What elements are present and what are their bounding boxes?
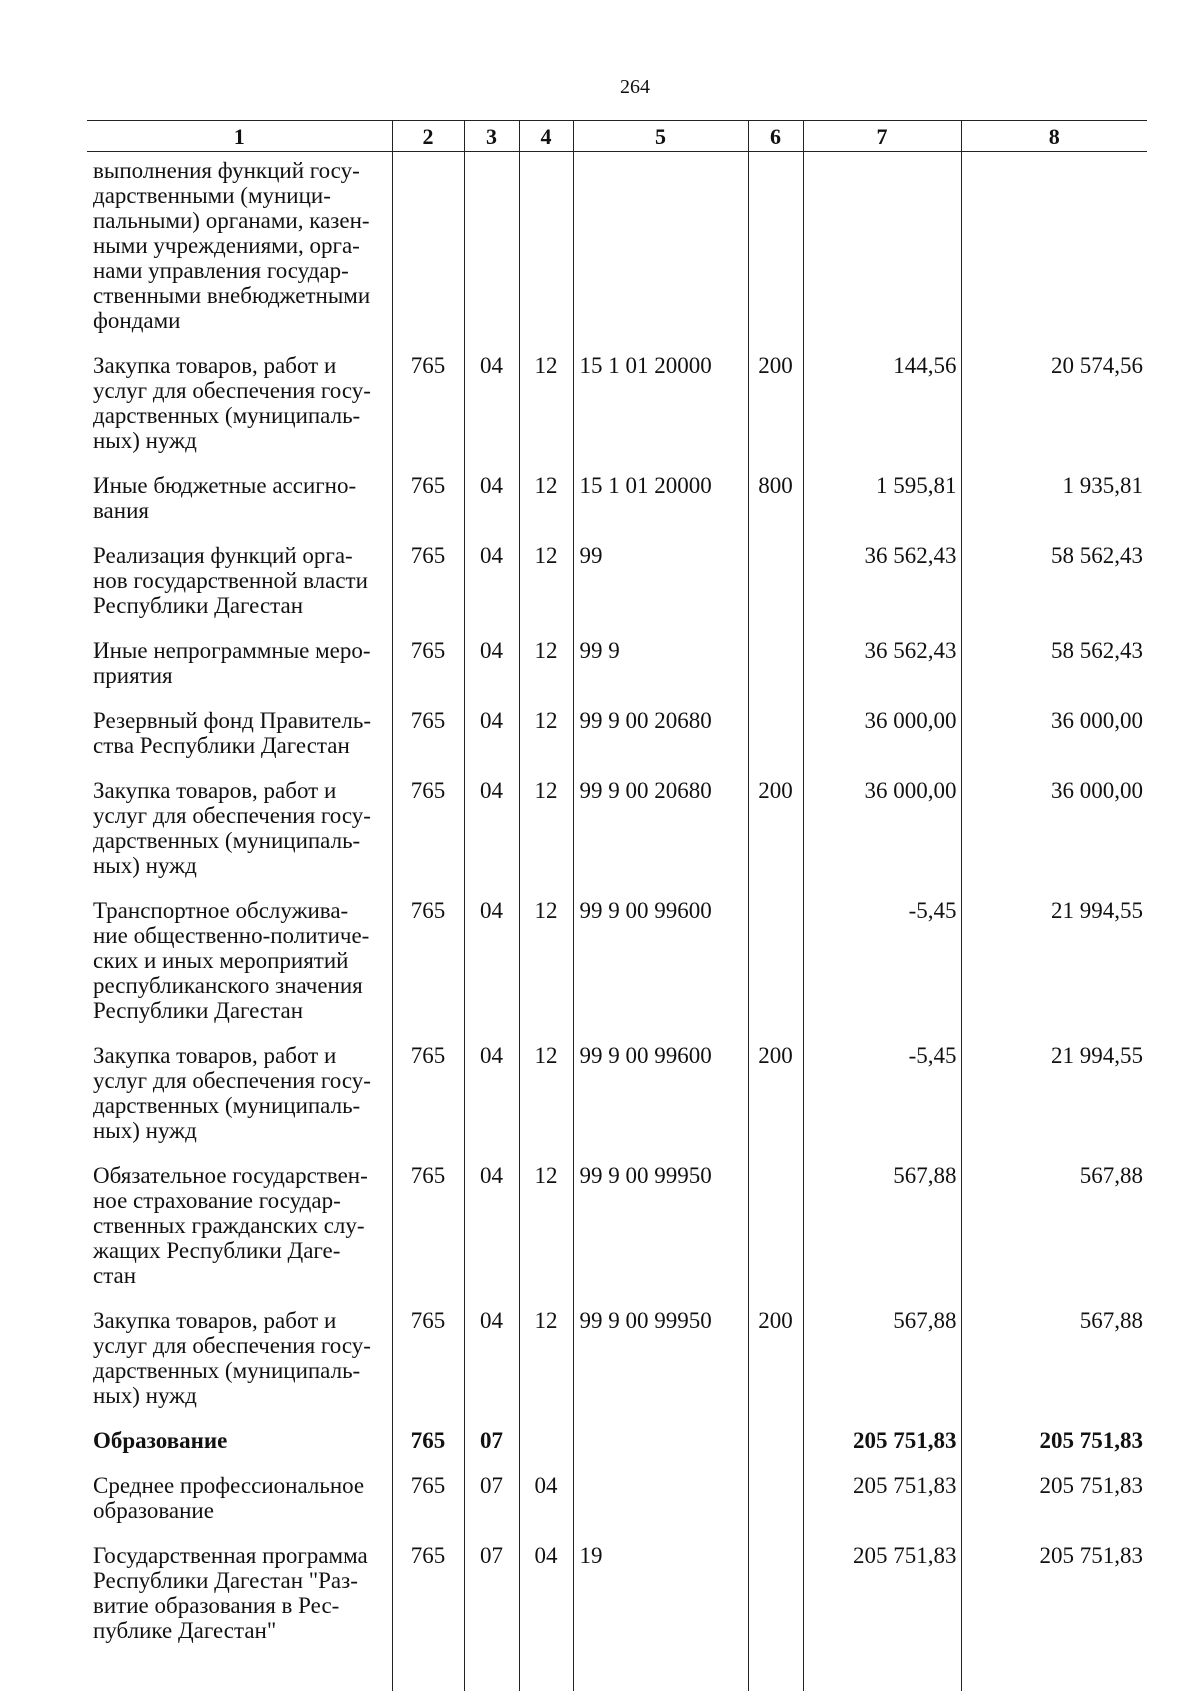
row-col6-cell	[748, 543, 803, 638]
row-col5-cell	[573, 1428, 748, 1473]
row-col2-text: 765	[410, 1163, 446, 1188]
row-col5-cell	[573, 1308, 748, 1428]
row-col8-cell	[961, 152, 1147, 354]
row-col4-text: 12	[534, 473, 558, 498]
row-col7-text: 1 595,81	[876, 473, 957, 498]
row-col2-text: 765	[410, 1428, 446, 1453]
table-row	[87, 1473, 1147, 1543]
row-col4-cell	[519, 898, 573, 1043]
table-body	[87, 152, 1147, 1692]
row-col3-text: 04	[480, 898, 503, 923]
row-col4-text: 04	[534, 1543, 558, 1568]
row-col5-text: 15 1 01 20000	[579, 353, 712, 378]
row-col3-cell	[464, 473, 519, 543]
row-col2-cell	[392, 473, 464, 543]
row-col7-cell	[803, 1308, 961, 1428]
row-col6-cell	[748, 1163, 803, 1308]
row-col8-text: 36 000,00	[1051, 778, 1143, 803]
header-col-1: 1	[87, 121, 392, 152]
row-col8-text: 567,88	[1079, 1308, 1143, 1333]
row-col5-cell	[573, 898, 748, 1043]
row-col2-text: 765	[410, 638, 446, 663]
row-col2-cell	[392, 1043, 464, 1163]
row-col5-text: 99 9 00 99950	[579, 1308, 712, 1333]
row-col7-text: 567,88	[893, 1308, 957, 1333]
row-col7-text: 36 000,00	[864, 778, 957, 803]
row-col2-cell	[392, 638, 464, 708]
row-col3-text: 04	[480, 353, 503, 378]
row-col8-text: 1 935,81	[1062, 473, 1143, 498]
row-name-cell	[87, 543, 392, 638]
row-col3-text: 04	[480, 1043, 503, 1068]
row-name-text: Иные непрограммные меро- приятия	[93, 638, 371, 688]
row-col5-cell	[573, 1043, 748, 1163]
row-name-cell	[87, 1043, 392, 1163]
row-col8-cell	[961, 778, 1147, 898]
row-col6-cell	[748, 1543, 803, 1691]
row-col4-cell	[519, 1473, 573, 1543]
row-col3-cell	[464, 708, 519, 778]
row-col5-cell	[573, 638, 748, 708]
row-col7-cell	[803, 152, 961, 354]
row-col2-cell	[392, 1428, 464, 1473]
row-col8-cell	[961, 1163, 1147, 1308]
header-col-8: 8	[961, 121, 1147, 152]
row-col6-cell	[748, 898, 803, 1043]
row-col5-cell	[573, 152, 748, 354]
row-col5-text: 99 9 00 99600	[579, 898, 712, 923]
row-col8-text: 205 751,83	[1039, 1473, 1143, 1498]
row-col5-cell	[573, 708, 748, 778]
row-col2-text: 765	[410, 473, 446, 498]
row-col7-cell	[803, 778, 961, 898]
row-col4-text: 04	[534, 1473, 558, 1498]
row-col8-cell	[961, 1543, 1147, 1691]
row-col7-cell	[803, 708, 961, 778]
row-col6-cell	[748, 1043, 803, 1163]
row-col3-text: 04	[480, 778, 503, 803]
row-name-text: Обязательное государствен- ное страхование государ- ственных гражданских слу- жащих Республики Даге- стан	[93, 1163, 368, 1288]
row-name-cell	[87, 1308, 392, 1428]
row-name-text: Закупка товаров, работ и услуг для обеспечения госу- дарственных (муниципаль- ных) нужд	[93, 778, 371, 878]
row-col7-text: -5,45	[908, 1043, 957, 1068]
row-col6-cell	[748, 1308, 803, 1428]
row-col5-text: 99 9	[579, 638, 620, 663]
row-col7-cell	[803, 353, 961, 473]
row-col7-cell	[803, 1473, 961, 1543]
row-col7-text: 567,88	[893, 1163, 957, 1188]
row-col3-text: 04	[480, 708, 503, 733]
row-name-cell	[87, 473, 392, 543]
row-name-cell	[87, 1428, 392, 1473]
row-col3-cell	[464, 1043, 519, 1163]
budget-table-container	[87, 120, 1147, 1691]
row-col2-cell	[392, 1473, 464, 1543]
table-row	[87, 708, 1147, 778]
row-name-text: Закупка товаров, работ и услуг для обеспечения госу- дарственных (муниципаль- ных) нужд	[93, 1308, 371, 1408]
row-col8-cell	[961, 1428, 1147, 1473]
row-col4-text: 12	[534, 543, 558, 568]
row-col8-cell	[961, 1473, 1147, 1543]
row-col4-cell	[519, 1428, 573, 1473]
row-col6-cell	[748, 778, 803, 898]
table-row	[87, 898, 1147, 1043]
row-col6-cell	[748, 473, 803, 543]
row-col5-cell	[573, 543, 748, 638]
row-col5-cell	[573, 1543, 748, 1691]
row-col5-text: 99	[579, 543, 603, 568]
row-col4-cell	[519, 1308, 573, 1428]
row-col8-text: 21 994,55	[1051, 898, 1143, 923]
row-name-cell	[87, 638, 392, 708]
row-col2-text: 765	[410, 708, 446, 733]
row-col4-cell	[519, 1163, 573, 1308]
row-col8-text: 58 562,43	[1051, 543, 1143, 568]
row-col2-text: 765	[410, 353, 446, 378]
row-name-text: Резервный фонд Правитель- ства Республики Дагестан	[93, 708, 371, 758]
row-col8-cell	[961, 638, 1147, 708]
row-col6-cell	[748, 353, 803, 473]
table-row	[87, 1043, 1147, 1163]
row-col3-text: 07	[480, 1543, 503, 1568]
row-col2-text: 765	[410, 1308, 446, 1333]
row-col5-cell	[573, 1163, 748, 1308]
table-row	[87, 1308, 1147, 1428]
row-col3-text: 04	[480, 1308, 503, 1333]
row-col2-cell	[392, 1308, 464, 1428]
header-col-6: 6	[748, 121, 803, 152]
row-col4-text: 12	[534, 1043, 558, 1068]
row-col7-text: -5,45	[908, 898, 957, 923]
row-col8-text: 205 751,83	[1039, 1543, 1143, 1568]
row-col7-text: 205 751,83	[853, 1473, 957, 1498]
row-col4-text: 12	[534, 1308, 558, 1333]
row-col8-cell	[961, 1043, 1147, 1163]
row-col3-cell	[464, 898, 519, 1043]
row-name-text: Закупка товаров, работ и услуг для обеспечения госу- дарственных (муниципаль- ных) нужд	[93, 353, 371, 453]
row-col8-cell	[961, 353, 1147, 473]
row-col4-cell	[519, 353, 573, 473]
table-row	[87, 473, 1147, 543]
table-row	[87, 353, 1147, 473]
row-col7-cell	[803, 543, 961, 638]
row-name-cell	[87, 1543, 392, 1691]
row-name-cell	[87, 1163, 392, 1308]
header-col-3: 3	[464, 121, 519, 152]
row-col2-text: 765	[410, 778, 446, 803]
row-col5-text: 99 9 00 20680	[579, 708, 712, 733]
row-col8-text: 205 751,83	[1039, 1428, 1143, 1453]
row-col2-cell	[392, 898, 464, 1043]
row-col7-cell	[803, 898, 961, 1043]
row-col8-text: 58 562,43	[1051, 638, 1143, 663]
row-col2-cell	[392, 543, 464, 638]
row-col2-cell	[392, 152, 464, 354]
row-name-cell	[87, 708, 392, 778]
row-col5-cell	[573, 1473, 748, 1543]
row-col7-text: 205 751,83	[853, 1543, 957, 1568]
row-col5-text: 99 9 00 99600	[579, 1043, 712, 1068]
header-col-2: 2	[392, 121, 464, 152]
header-col-7: 7	[803, 121, 961, 152]
row-col3-cell	[464, 638, 519, 708]
row-col4-text: 12	[534, 1163, 558, 1188]
row-col8-text: 36 000,00	[1051, 708, 1143, 733]
row-col7-cell	[803, 1043, 961, 1163]
row-col3-cell	[464, 1543, 519, 1691]
page-number: 264	[620, 76, 650, 98]
row-name-cell	[87, 353, 392, 473]
row-name-cell	[87, 152, 392, 354]
row-col3-cell	[464, 543, 519, 638]
row-col3-cell	[464, 778, 519, 898]
row-col4-text: 12	[534, 708, 558, 733]
row-name-cell	[87, 898, 392, 1043]
row-col2-cell	[392, 1163, 464, 1308]
row-col2-cell	[392, 778, 464, 898]
row-col3-cell	[464, 152, 519, 354]
row-col3-text: 04	[480, 638, 503, 663]
table-row	[87, 1428, 1147, 1473]
row-col5-cell	[573, 353, 748, 473]
row-col7-text: 36 562,43	[864, 543, 957, 568]
row-col3-text: 07	[480, 1428, 503, 1453]
row-col2-text: 765	[410, 1543, 446, 1568]
row-col5-text: 15 1 01 20000	[579, 473, 712, 498]
row-col8-text: 21 994,55	[1051, 1043, 1143, 1068]
row-col2-cell	[392, 708, 464, 778]
row-col6-text: 200	[758, 353, 793, 378]
row-col4-cell	[519, 1543, 573, 1691]
row-col7-text: 205 751,83	[853, 1428, 957, 1453]
row-col6-text: 200	[758, 1308, 793, 1333]
row-col8-cell	[961, 543, 1147, 638]
row-col6-text: 200	[758, 1043, 793, 1068]
row-col3-cell	[464, 1473, 519, 1543]
row-col2-text: 765	[410, 1473, 446, 1498]
row-name-text: Реализация функций орга- нов государственной власти Республики Дагестан	[93, 543, 368, 618]
row-col7-text: 36 562,43	[864, 638, 957, 663]
row-name-text: Транспортное обслужива- ние общественно-политиче- ских и иных мероприятий республиканского значения Республики Дагестан	[93, 898, 370, 1023]
header-row	[87, 121, 1147, 152]
row-col5-text: 19	[579, 1543, 603, 1568]
row-col8-cell	[961, 473, 1147, 543]
row-col7-cell	[803, 1428, 961, 1473]
row-col3-text: 04	[480, 473, 503, 498]
row-col5-text: 99 9 00 99950	[579, 1163, 712, 1188]
row-name-text: Государственная программа Республики Дагестан "Раз- витие образования в Рес- публике Дагестан"	[93, 1543, 368, 1643]
row-col4-cell	[519, 152, 573, 354]
row-col2-text: 765	[410, 898, 446, 923]
row-col4-cell	[519, 778, 573, 898]
row-col4-text: 12	[534, 898, 558, 923]
row-col4-text: 12	[534, 778, 558, 803]
row-name-text: Закупка товаров, работ и услуг для обеспечения госу- дарственных (муниципаль- ных) нужд	[93, 1043, 371, 1143]
row-name-text: Образование	[93, 1428, 228, 1453]
row-col3-cell	[464, 1308, 519, 1428]
table-row	[87, 1543, 1147, 1691]
row-col8-cell	[961, 898, 1147, 1043]
row-col6-cell	[748, 1428, 803, 1473]
row-col6-text: 200	[758, 778, 793, 803]
row-col8-cell	[961, 1308, 1147, 1428]
row-col3-text: 07	[480, 1473, 503, 1498]
row-col4-text: 12	[534, 638, 558, 663]
row-col6-cell	[748, 638, 803, 708]
row-col2-cell	[392, 1543, 464, 1691]
row-name-cell	[87, 1473, 392, 1543]
row-col8-text: 567,88	[1079, 1163, 1143, 1188]
row-col7-cell	[803, 1543, 961, 1691]
row-name-text: выполнения функций госу- дарственными (муници- пальными) органами, казен- ными учреждениями, орга- нами управления государ- ственными внебюджетными фондами	[93, 158, 371, 333]
row-col7-text: 36 000,00	[864, 708, 957, 733]
row-col3-text: 04	[480, 543, 503, 568]
table-row	[87, 1163, 1147, 1308]
table-row	[87, 152, 1147, 354]
header-col-5: 5	[573, 121, 748, 152]
row-col3-cell	[464, 1428, 519, 1473]
row-col6-cell	[748, 152, 803, 354]
row-col2-cell	[392, 353, 464, 473]
row-col4-cell	[519, 543, 573, 638]
row-col2-text: 765	[410, 543, 446, 568]
row-col5-cell	[573, 473, 748, 543]
row-col7-text: 144,56	[893, 353, 957, 378]
row-col6-cell	[748, 708, 803, 778]
table-row	[87, 638, 1147, 708]
row-col5-text: 99 9 00 20680	[579, 778, 712, 803]
row-col6-cell	[748, 1473, 803, 1543]
row-col8-text: 20 574,56	[1051, 353, 1143, 378]
row-col3-cell	[464, 1163, 519, 1308]
row-col3-text: 04	[480, 1163, 503, 1188]
table-row	[87, 543, 1147, 638]
row-col4-cell	[519, 708, 573, 778]
row-name-text: Среднее профессиональное образование	[93, 1473, 365, 1523]
budget-table	[87, 120, 1147, 1691]
row-col2-text: 765	[410, 1043, 446, 1068]
row-name-cell	[87, 778, 392, 898]
row-name-text: Иные бюджетные ассигно- вания	[93, 473, 357, 523]
row-col3-cell	[464, 353, 519, 473]
header-col-4: 4	[519, 121, 573, 152]
row-col4-text: 12	[534, 353, 558, 378]
row-col5-cell	[573, 778, 748, 898]
row-col4-cell	[519, 1043, 573, 1163]
row-col7-cell	[803, 1163, 961, 1308]
table-row	[87, 778, 1147, 898]
row-col4-cell	[519, 638, 573, 708]
row-col8-cell	[961, 708, 1147, 778]
row-col6-text: 800	[758, 473, 793, 498]
row-col7-cell	[803, 473, 961, 543]
row-col4-cell	[519, 473, 573, 543]
row-col7-cell	[803, 638, 961, 708]
